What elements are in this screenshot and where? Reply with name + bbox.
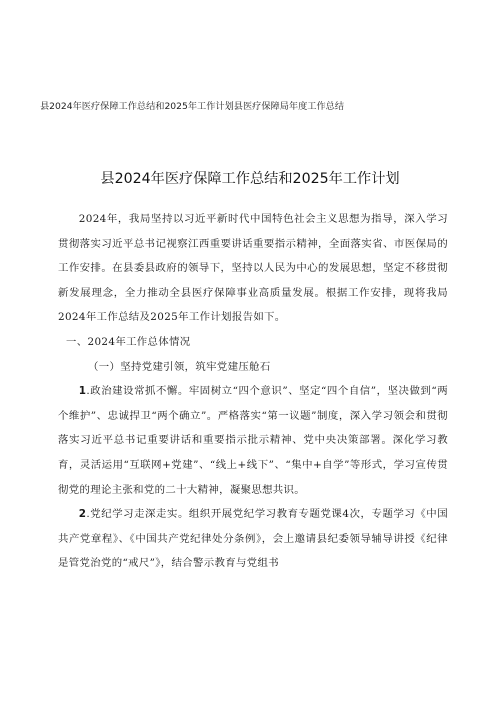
list-item (58, 502, 448, 576)
item-text: .党纪学习走深走实。组织开展党纪学习教育专题党课4次，专题学习《中国共产党章程》、《中国共产党纪律处分条例》，会上邀请县纪委领导辅导讲授《纪律是管党治党的“戒尺”》，结合警示教育与党组书 (58, 508, 448, 570)
document-body (58, 207, 448, 576)
document-header: 县2024年医疗保障工作总结和2025年工作计划县医疗保障局年度工作总结 (40, 101, 345, 112)
item-number: 2 (78, 508, 87, 521)
item-text: .政治建设常抓不懈。牢固树立“四个意识”、坚定“四个自信”，坚决做到“两个维护”、忠诚捍卫“两个确立”。严格落实“第一议题”制度，深入学习领会和贯彻落实习近平总书记重要讲话和重要指示批示精神、党中央决策部署。深化学习教育，灵活运用“互联网+党建”、“线上+线下”、“集中+自学”等形式，学习宣传贯彻党的理论主张和党的二十大精神，凝聚思想共识。 (58, 385, 448, 496)
document-title: 县2024年医疗保障工作总结和2025年工作计划 (100, 171, 400, 187)
section-heading: 一、2024年工作总体情况 (66, 335, 191, 348)
list-item (58, 379, 448, 502)
item-number: 1 (78, 385, 87, 398)
subsection-heading: （一）坚持党建引领，筑牢党建压舱石 (88, 360, 271, 373)
intro-paragraph: 2024年，我局坚持以习近平新时代中国特色社会主义思想为指导，深入学习贯彻落实习近平总书记视察江西重要讲话重要指示精神，全面落实省、市医保局的工作安排。在县委县政府的领导下，坚持以人民为中心的发展思想，坚定不移贯彻新发展理念，全力推动全县医疗保障事业高质量发展。根据工作安排，现将我局2024年工作总结及2025年工作计划报告如下。 (58, 213, 448, 324)
